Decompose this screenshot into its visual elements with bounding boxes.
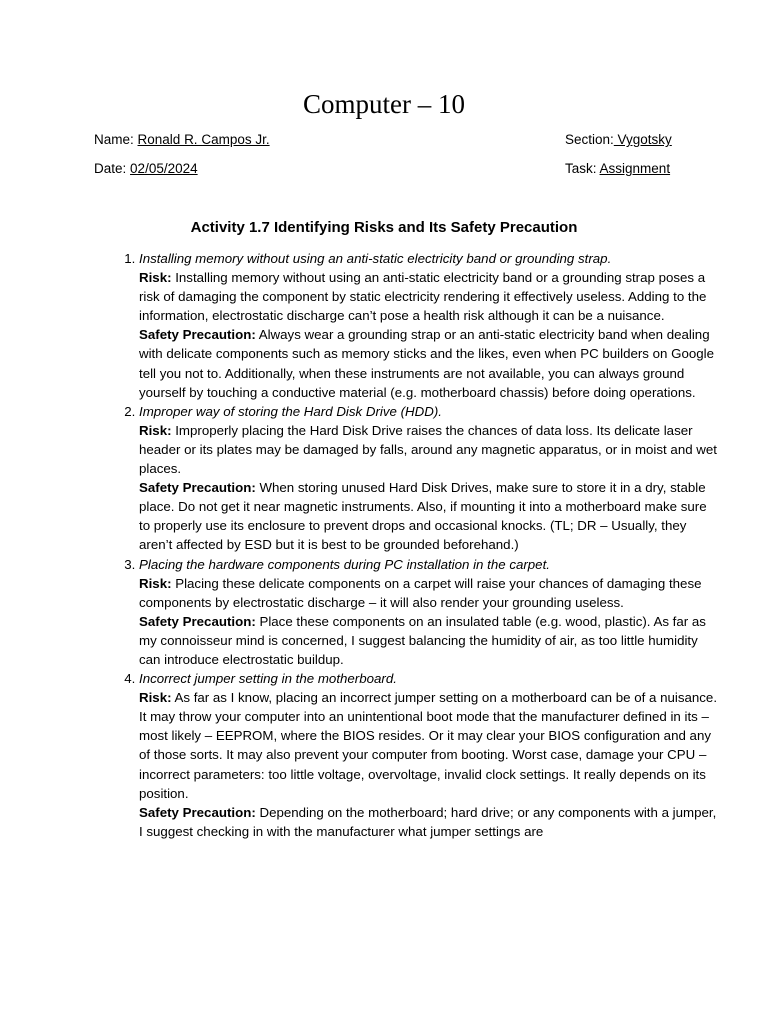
precaution-label: Safety Precaution:	[139, 327, 256, 343]
precaution-text: When storing unused Hard Disk Drives, make sure to store it in a dry, stable place. Do not get it near magnetic instruments. Also, if mounting it into a motherboard make sure to properly use its enclosure to prevent drops and occasional knocks. (TL; DR – Usually, they aren’t affected by ESD but it is best to be grounded beforehand.)	[139, 480, 707, 553]
item-risk	[139, 268, 721, 325]
precaution-label: Safety Precaution:	[139, 480, 256, 496]
risk-text: Improperly placing the Hard Disk Drive raises the chances of data loss. Its delicate laser header or its plates may be damaged by falls, around any magnetic apparatus, or in moist and wet places.	[139, 422, 717, 477]
risk-label: Risk:	[139, 270, 172, 286]
precaution-text: Always wear a grounding strap or an anti-static electricity band when dealing with delicate components such as memory sticks and the likes, even when PC builders on Google tell you not to. Additionally, when these instruments are not available, you can always ground yourself by touching a conductive material (e.g. motherboard chassis) before doing operations.	[139, 327, 715, 400]
precaution-text: Place these components on an insulated table (e.g. wood, plastic). As far as my connoisseur mind is concerned, I suggest balancing the humidity of air, as too little humidity can introduce electrostatic buildup.	[139, 613, 706, 667]
precaution-text: Depending on the motherboard; hard drive; or any components with a jumper, I suggest checking in with the manufacturer what jumper settings are	[139, 804, 717, 839]
risk-label: Risk:	[139, 690, 172, 706]
list-item	[139, 402, 721, 555]
risk-label: Risk:	[139, 575, 172, 591]
list-item	[139, 555, 721, 670]
name-value: Ronald R. Campos Jr.	[137, 132, 270, 147]
list-item	[139, 669, 721, 841]
item-question: 2. Improper way of storing the Hard Disk Drive (HDD).	[139, 403, 442, 419]
precaution-label: Safety Precaution:	[139, 804, 256, 820]
section-value: Vygotsky	[613, 132, 672, 147]
item-precaution	[139, 478, 721, 554]
precaution-label: Safety Precaution:	[139, 613, 256, 629]
item-question: 1. Installing memory without using an anti-static electricity band or grounding strap.	[139, 251, 612, 266]
item-precaution	[139, 803, 721, 841]
list-item	[139, 249, 721, 402]
item-risk	[139, 421, 721, 478]
document-title: Computer – 10	[303, 89, 465, 119]
risk-list	[94, 249, 721, 841]
item-question: 3. Placing the hardware components during PC installation in the carpet.	[139, 556, 550, 572]
risk-text: Placing these delicate components on a carpet will raise your chances of damaging these components by electrostatic discharge – it will also render your grounding useless.	[139, 575, 702, 610]
name-label: Name:	[94, 132, 134, 147]
risk-text: As far as I know, placing an incorrect jumper setting on a motherboard can be of a nuisance. It may throw your computer into an unintentional boot mode that the manufacturer defined in its – most likely – EEPROM, where the BIOS resides. Or it may clear your BIOS configuration and any of those sorts. It may also prevent your computer from booting. Worst case, damage your CPU – incorrect parameters: too little voltage, overvoltage, invalid clock settings. It really depends on its position.	[139, 690, 718, 801]
item-precaution	[139, 612, 721, 669]
item-precaution	[139, 325, 721, 401]
item-risk	[139, 574, 721, 612]
task-label: Task:	[565, 161, 597, 176]
item-risk	[139, 688, 721, 803]
task-value: Assignment	[599, 161, 671, 176]
task-field	[565, 160, 670, 178]
risk-text: Installing memory without using an anti-static electricity band or a grounding strap poses a risk of damaging the component by static electricity rendering it effectively useless. Adding to the information, electrostatic discharge can’t pose a health risk although it can be a nuisance.	[139, 270, 707, 324]
section-label: Section:	[565, 132, 614, 147]
date-field	[94, 160, 198, 178]
date-value: 02/05/2024	[130, 161, 198, 176]
name-field	[94, 131, 270, 149]
section-field	[565, 131, 672, 149]
item-question: 4. Incorrect jumper setting in the motherboard.	[139, 671, 397, 687]
risk-label: Risk:	[139, 422, 172, 438]
date-label: Date:	[94, 161, 127, 176]
activity-heading: Activity 1.7 Identifying Risks and Its Safety Precaution	[190, 219, 578, 236]
